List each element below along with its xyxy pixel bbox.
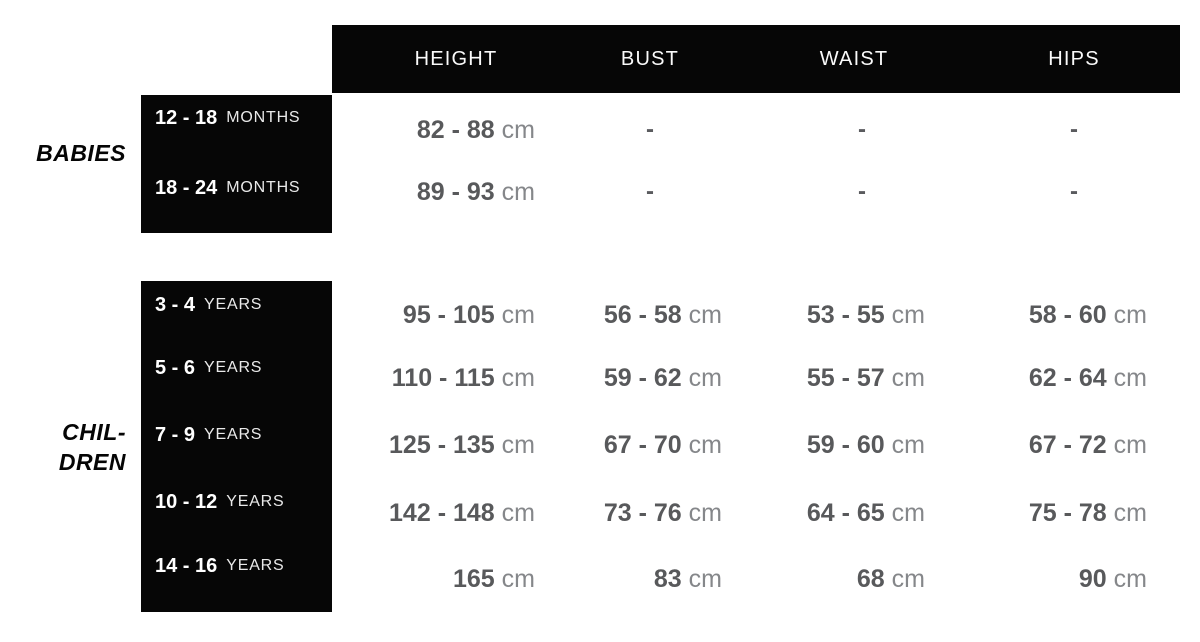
children-age-box — [141, 281, 332, 612]
height-cell — [332, 498, 544, 528]
column-header-waist-label: WAIST — [819, 47, 889, 70]
waist-value: - — [858, 178, 866, 205]
waist-value: 64 - 65 — [806, 498, 885, 527]
hips-value: 75 - 78 — [1028, 498, 1107, 527]
measurement-row — [332, 300, 1180, 330]
age-range: 7 - 9 — [155, 423, 196, 446]
bust-value: 83 — [653, 564, 682, 593]
bust-cell — [544, 363, 756, 393]
hips-value: - — [1070, 178, 1078, 205]
babies-age-box — [141, 95, 332, 233]
height-unit: cm — [501, 177, 535, 206]
hips-unit: cm — [1113, 363, 1147, 392]
bust-value: - — [646, 116, 654, 143]
waist-value: 59 - 60 — [806, 430, 885, 459]
age-range-row — [155, 420, 328, 450]
age-unit: YEARS — [204, 426, 263, 443]
measurement-row — [332, 430, 1180, 460]
height-unit: cm — [501, 115, 535, 144]
waist-value: 53 - 55 — [806, 300, 885, 329]
height-value: 110 - 115 — [391, 363, 495, 392]
waist-unit: cm — [891, 300, 925, 329]
children-section-label-line2: DREN — [58, 449, 126, 475]
waist-unit: cm — [891, 363, 925, 392]
hips-unit: cm — [1113, 498, 1147, 527]
hips-cell — [968, 564, 1180, 594]
age-range-row — [155, 103, 328, 133]
column-header-bust — [544, 25, 756, 93]
age-unit: MONTHS — [226, 109, 301, 126]
age-range: 10 - 12 — [155, 490, 218, 513]
hips-cell — [968, 300, 1180, 330]
age-range: 3 - 4 — [155, 293, 196, 316]
height-unit: cm — [501, 498, 535, 527]
hips-value: 62 - 64 — [1028, 363, 1107, 392]
bust-unit: cm — [688, 430, 722, 459]
height-value: 165 — [452, 564, 495, 593]
height-cell — [332, 363, 544, 393]
bust-cell — [544, 177, 756, 207]
waist-unit: cm — [891, 430, 925, 459]
waist-cell — [756, 498, 968, 528]
waist-cell — [756, 430, 968, 460]
height-value: 142 - 148 — [389, 498, 495, 527]
waist-cell — [756, 177, 968, 207]
age-range-row — [155, 353, 328, 383]
age-range-row — [155, 290, 328, 320]
hips-value: 67 - 72 — [1028, 430, 1107, 459]
measurement-row — [332, 177, 1180, 207]
measurement-row — [332, 564, 1180, 594]
height-unit: cm — [501, 564, 535, 593]
age-unit: YEARS — [204, 359, 263, 376]
age-range: 18 - 24 — [155, 176, 218, 199]
bust-unit: cm — [688, 300, 722, 329]
hips-cell — [968, 498, 1180, 528]
bust-cell — [544, 564, 756, 594]
age-range-row — [155, 173, 328, 203]
bust-value: 67 - 70 — [603, 430, 682, 459]
height-value: 82 - 88 — [416, 115, 495, 144]
age-range-row — [155, 487, 328, 517]
column-header-bar — [332, 25, 1180, 93]
bust-value: - — [646, 178, 654, 205]
measurement-row — [332, 115, 1180, 145]
waist-unit: cm — [891, 564, 925, 593]
column-header-waist — [756, 25, 968, 93]
hips-cell — [968, 177, 1180, 207]
age-range: 5 - 6 — [155, 356, 196, 379]
height-value: 89 - 93 — [416, 177, 495, 206]
age-range: 14 - 16 — [155, 554, 218, 577]
age-unit: MONTHS — [226, 179, 301, 196]
waist-value: 55 - 57 — [806, 363, 885, 392]
bust-unit: cm — [688, 498, 722, 527]
waist-value: - — [858, 116, 866, 143]
age-range: 12 - 18 — [155, 106, 218, 129]
height-unit: cm — [501, 430, 535, 459]
age-unit: YEARS — [226, 493, 285, 510]
column-header-height — [332, 25, 544, 93]
height-cell — [332, 300, 544, 330]
bust-cell — [544, 498, 756, 528]
height-cell — [332, 115, 544, 145]
waist-value: 68 — [856, 564, 885, 593]
bust-unit: cm — [688, 363, 722, 392]
height-unit: cm — [501, 363, 535, 392]
column-header-height-label: HEIGHT — [414, 47, 498, 70]
height-cell — [332, 564, 544, 594]
column-header-hips-label: HIPS — [1048, 47, 1100, 70]
measurement-row — [332, 498, 1180, 528]
bust-value: 73 - 76 — [603, 498, 682, 527]
hips-cell — [968, 115, 1180, 145]
measurement-row — [332, 363, 1180, 393]
bust-value: 56 - 58 — [603, 300, 682, 329]
age-range-row — [155, 551, 328, 581]
waist-cell — [756, 564, 968, 594]
bust-cell — [544, 115, 756, 145]
age-unit: YEARS — [226, 557, 285, 574]
column-header-hips — [968, 25, 1180, 93]
hips-unit: cm — [1113, 564, 1147, 593]
hips-unit: cm — [1113, 430, 1147, 459]
bust-cell — [544, 430, 756, 460]
waist-cell — [756, 300, 968, 330]
hips-cell — [968, 363, 1180, 393]
children-section-label-line1: CHIL- — [62, 419, 126, 445]
height-unit: cm — [501, 300, 535, 329]
children-section-label — [0, 417, 126, 477]
hips-unit: cm — [1113, 300, 1147, 329]
waist-cell — [756, 115, 968, 145]
babies-section-label: BABIES — [36, 140, 126, 166]
height-cell — [332, 177, 544, 207]
column-header-bust-label: BUST — [620, 47, 680, 70]
waist-cell — [756, 363, 968, 393]
age-unit: YEARS — [204, 296, 263, 313]
bust-cell — [544, 300, 756, 330]
height-value: 125 - 135 — [389, 430, 495, 459]
bust-value: 59 - 62 — [603, 363, 682, 392]
height-value: 95 - 105 — [402, 300, 495, 329]
hips-value: 58 - 60 — [1028, 300, 1107, 329]
bust-unit: cm — [688, 564, 722, 593]
height-cell — [332, 430, 544, 460]
waist-unit: cm — [891, 498, 925, 527]
hips-cell — [968, 430, 1180, 460]
hips-value: - — [1070, 116, 1078, 143]
hips-value: 90 — [1078, 564, 1107, 593]
